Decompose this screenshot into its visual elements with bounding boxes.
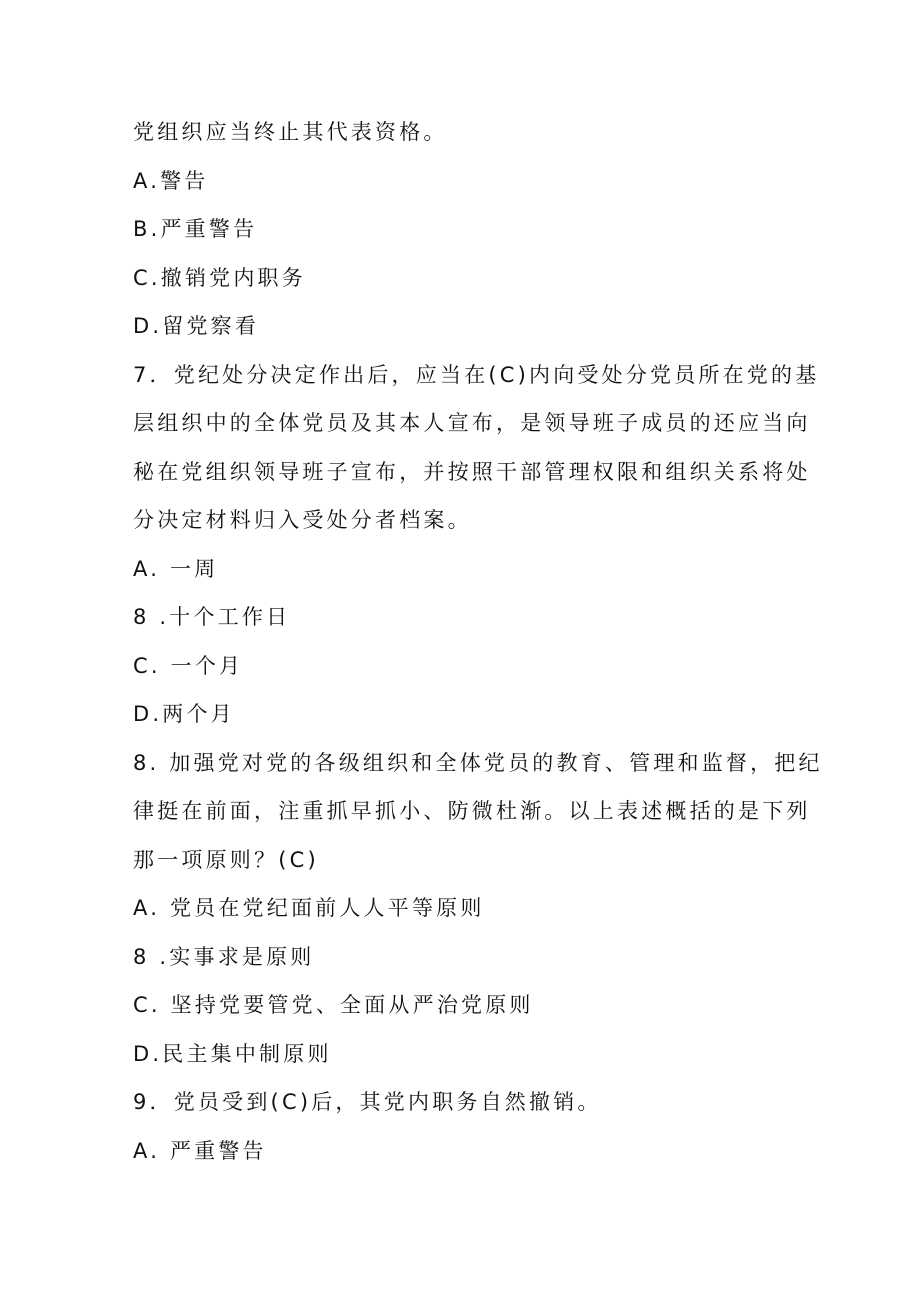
option-line: A.警告 [133,168,209,193]
option-line: A. 一周 [133,556,219,581]
question-line: 分决定材料归入受处分者档案。 [133,508,472,532]
question-line: 7．党纪处分决定作出后，应当在(C)内向受处分党员所在党的基 [133,362,820,387]
option-line: A. 严重警告 [133,1138,267,1163]
text-line: 党组织应当终止其代表资格。 [133,120,448,144]
question-line: 层组织中的全体党员及其本人宣布，是领导班子成员的还应当向 [133,411,811,435]
option-line: C. 坚持党要管党、全面从严治党原则 [133,993,534,1017]
option-line: C. 一个月 [133,653,244,678]
option-line: D.民主集中制原则 [133,1041,332,1066]
option-line: D.两个月 [133,702,235,726]
question-line: 秘在党组织领导班子宣布，并按照干部管理权限和组织关系将处 [133,459,811,484]
option-line: 8 .十个工作日 [133,605,291,629]
question-line: 8. 加强党对党的各级组织和全体党员的教育、管理和监督，把纪 [133,750,823,775]
option-line: C.撤销党内职务 [133,265,306,290]
document-body [133,108,823,1175]
option-line: A. 党员在党纪面前人人平等原则 [133,896,485,920]
question-line: 那一项原则？(C) [133,847,319,872]
option-line: D.留党察看 [133,314,260,338]
option-line: 8 .实事求是原则 [133,944,315,969]
option-line: B.严重警告 [133,217,258,241]
question-line: 9．党员受到(C)后，其党内职务自然撤销。 [133,1090,602,1114]
question-line: 律挺在前面，注重抓早抓小、防微杜渐。以上表述概括的是下列 [133,799,811,823]
